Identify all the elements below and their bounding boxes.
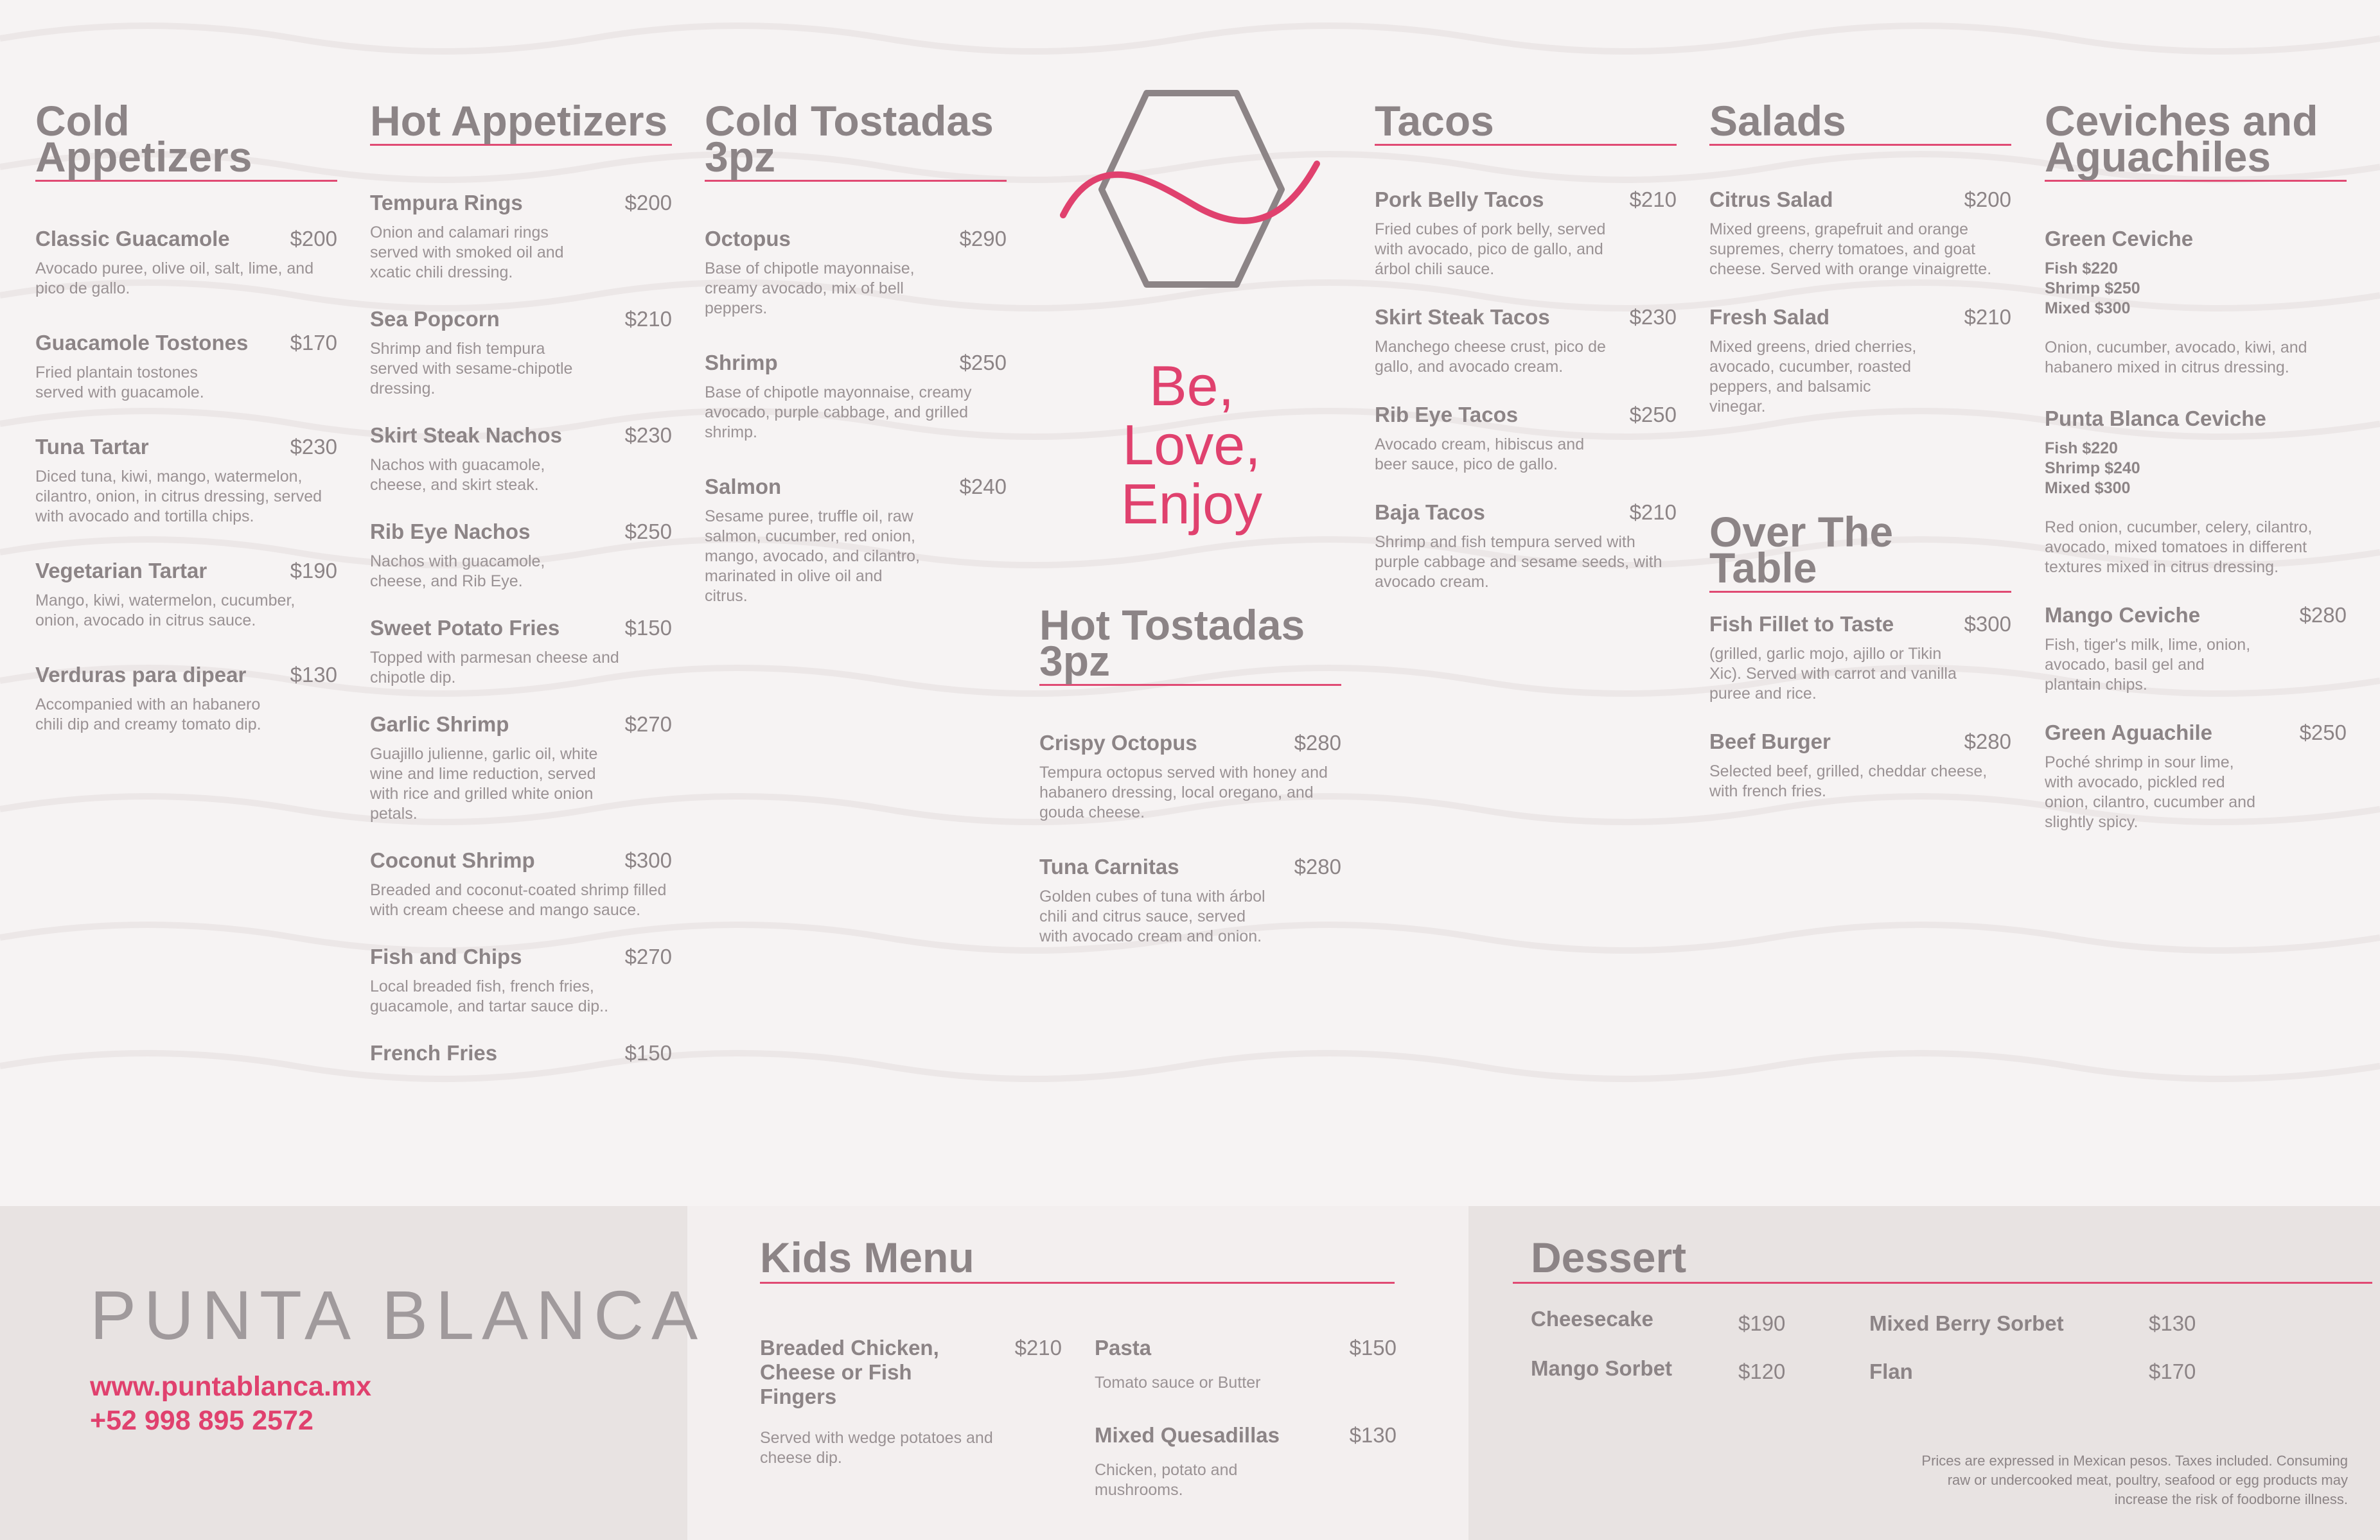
item-name: Sweet Potato Fries — [370, 616, 560, 640]
item-price: $280 — [1964, 730, 2011, 753]
item-price: $240 — [959, 475, 1007, 498]
item-name: Coconut Shrimp — [370, 848, 535, 872]
item-name: Flan — [1869, 1360, 1913, 1383]
dessert-title: Dessert — [1513, 1239, 2372, 1284]
item-description: Shrimp and fish tempura served with sesame-chipotle dressing. — [370, 340, 573, 398]
item-description: Breaded and coconut-coated shrimp filled with cream cheese and mango sauce. — [370, 881, 667, 919]
menu-item — [1709, 188, 2011, 279]
item-price: $230 — [290, 435, 337, 459]
item-name: Shrimp — [705, 351, 778, 374]
item-description: Chicken, potato and mushrooms. — [1095, 1461, 1238, 1499]
item-name: Fish and Chips — [370, 945, 522, 968]
item-name: Mango Sorbet — [1531, 1356, 1672, 1380]
item-description: Fried cubes of pork belly, served with avocado, pico de gallo, and árbol chili sauce. — [1375, 220, 1606, 278]
item-price: $170 — [2149, 1360, 2196, 1383]
item-description: Fish, tiger's milk, lime, onion, avocado, basil gel and plantain chips. — [2045, 636, 2251, 694]
item-price: $250 — [624, 520, 672, 543]
item-price: $130 — [1349, 1423, 1397, 1447]
hexagon-wave-logo-icon — [1060, 87, 1321, 292]
menu-item — [1039, 855, 1341, 947]
item-name: Mango Ceviche — [2045, 603, 2201, 627]
item-name: Guacamole Tostones — [35, 331, 249, 354]
menu-item — [370, 307, 672, 399]
item-price: $210 — [624, 307, 672, 331]
item-name: Fresh Salad — [1709, 305, 1830, 329]
website-link[interactable]: www.puntablanca.mx — [90, 1371, 372, 1402]
item-description: Served with wedge potatoes and cheese dip. — [760, 1429, 993, 1467]
menu-item — [1709, 305, 2011, 417]
price-option: Fish $220 — [2045, 439, 2118, 457]
item-price: $210 — [1629, 188, 1677, 211]
item-description: Fried plantain tostones served with guacamole. — [35, 363, 204, 401]
item-price: $190 — [1738, 1311, 1786, 1335]
item-price: $130 — [290, 663, 337, 687]
menu-item — [705, 227, 1007, 319]
item-name: Beef Burger — [1709, 730, 1831, 753]
item-description: Nachos with guacamole, cheese, and Rib Eye. — [370, 552, 545, 590]
cold-tostadas-section — [705, 97, 1007, 638]
item-price: $280 — [1294, 731, 1341, 755]
item-description: Topped with parmesan cheese and chipotle dip. — [370, 649, 619, 687]
tagline-line: Be, — [1149, 354, 1235, 417]
item-price: $190 — [290, 559, 337, 582]
menu-item — [705, 475, 1007, 606]
menu-item — [2045, 407, 2347, 577]
price-disclaimer: Prices are expressed in Mexican pesos. Taxes included. Consuming raw or undercooked meat, poultry, seafood or egg products may increase the risk of foodborne illness. — [1921, 1453, 2348, 1507]
menu-item — [1375, 305, 1677, 377]
item-price: $300 — [1964, 612, 2011, 636]
item-description: Manchego cheese crust, pico de gallo, and avocado cream. — [1375, 338, 1606, 376]
item-description: Guajillo julienne, garlic oil, white wine and lime reduction, served with rice and grilled white onion petals. — [370, 745, 598, 823]
item-name: Classic Guacamole — [35, 227, 230, 250]
item-description: Accompanied with an habanero chili dip and creamy tomato dip. — [35, 696, 261, 733]
item-price: $280 — [1294, 855, 1341, 879]
price-option: Shrimp $250 — [2045, 279, 2140, 297]
hot-tostadas-section — [1039, 601, 1341, 979]
menu-item — [2045, 603, 2347, 695]
price-option: Mixed $300 — [2045, 479, 2131, 497]
item-description: Tomato sauce or Butter — [1095, 1374, 1261, 1392]
item-name: Mixed Berry Sorbet — [1869, 1311, 2064, 1335]
salads-section — [1709, 97, 2011, 449]
item-name: Salmon — [705, 475, 782, 498]
item-description: Base of chipotle mayonnaise, creamy avocado, purple cabbage, and grilled shrimp. — [705, 383, 972, 441]
item-description: Diced tuna, kiwi, mango, watermelon, cilantro, onion, in citrus dressing, served with avocado and tortilla chips. — [35, 468, 322, 525]
item-name: Fish Fillet to Taste — [1709, 612, 1894, 636]
over-the-table-section — [1709, 508, 2011, 834]
menu-item — [1039, 731, 1341, 823]
item-price: $280 — [2299, 603, 2347, 627]
menu-item — [1095, 1336, 1397, 1393]
item-description: Onion, cucumber, avocado, kiwi, and habanero mixed in citrus dressing. — [2045, 338, 2307, 376]
menu-item — [1375, 403, 1677, 475]
item-description: Base of chipotle mayonnaise, creamy avocado, mix of bell peppers. — [705, 259, 915, 317]
section-title: Salads — [1709, 103, 2011, 146]
item-description: Avocado puree, olive oil, salt, lime, and pico de gallo. — [35, 259, 314, 297]
item-price: $230 — [624, 423, 672, 447]
item-price: $290 — [959, 227, 1007, 250]
item-price: $250 — [1629, 403, 1677, 426]
item-price: $200 — [290, 227, 337, 250]
dessert-price — [2149, 1311, 2196, 1336]
item-name: Skirt Steak Nachos — [370, 423, 562, 447]
brand-logo: PUNTA BLANCA — [90, 1276, 706, 1354]
menu-item — [705, 351, 1007, 442]
tagline-line: Love, — [1122, 413, 1261, 477]
item-name: Tempura Rings — [370, 191, 523, 214]
item-name: Baja Tacos — [1375, 500, 1485, 524]
section-title: Cold Appetizers — [35, 103, 337, 182]
item-description: Red onion, cucumber, celery, cilantro, avocado, mixed tomatoes in different textures mixed in citrus dressing. — [2045, 518, 2313, 576]
section-title: Ceviches and Aguachiles — [2045, 103, 2347, 182]
menu-item — [370, 191, 672, 283]
menu-item — [1375, 188, 1677, 279]
price-options — [2045, 259, 2347, 319]
menu-item — [35, 435, 337, 527]
item-name: French Fries — [370, 1041, 498, 1065]
menu-item — [35, 663, 337, 735]
dessert-item — [1531, 1356, 1672, 1381]
item-name: Sea Popcorn — [370, 307, 500, 331]
item-description: Local breaded fish, french fries, guacamole, and tartar sauce dip.. — [370, 977, 609, 1015]
item-name: Cheesecake — [1531, 1307, 1653, 1331]
item-description: Selected beef, grilled, cheddar cheese, with french fries. — [1709, 762, 1988, 800]
item-price: $120 — [1738, 1360, 1786, 1383]
item-description: (grilled, garlic mojo, ajillo or Tikin Xic). Served with carrot and vanilla puree and rice. — [1709, 645, 1957, 703]
menu-item — [35, 227, 337, 299]
item-name: Skirt Steak Tacos — [1375, 305, 1550, 329]
item-name: Pasta — [1095, 1336, 1152, 1360]
item-price: $200 — [1964, 188, 2011, 211]
item-name: Breaded Chicken, Cheese or Fish Fingers — [760, 1336, 939, 1408]
hot-appetizers-section — [370, 97, 672, 1098]
price-option: Shrimp $240 — [2045, 459, 2140, 477]
item-name: Rib Eye Nachos — [370, 520, 531, 543]
item-price: $250 — [959, 351, 1007, 374]
item-price: $210 — [1964, 305, 2011, 329]
menu-item — [2045, 227, 2347, 378]
kids-menu-title: Kids Menu — [760, 1239, 1395, 1284]
menu-item — [370, 848, 672, 920]
dessert-price — [1738, 1360, 1785, 1384]
item-name: Garlic Shrimp — [370, 712, 509, 736]
item-description: Poché shrimp in sour lime, with avocado, pickled red onion, cilantro, cucumber and slightly spicy. — [2045, 753, 2255, 831]
price-options — [2045, 439, 2347, 498]
section-title: Hot Appetizers — [370, 103, 672, 146]
item-price: $170 — [290, 331, 337, 354]
item-name: Tuna Carnitas — [1039, 855, 1179, 879]
item-price: $150 — [1349, 1336, 1397, 1360]
item-description: Avocado cream, hibiscus and beer sauce, pico de gallo. — [1375, 435, 1585, 473]
item-name: Rib Eye Tacos — [1375, 403, 1519, 426]
tagline-line: Enjoy — [1120, 472, 1263, 536]
item-name: Crispy Octopus — [1039, 731, 1197, 755]
menu-item — [370, 1041, 672, 1065]
menu-item — [370, 945, 672, 1017]
menu-item — [1095, 1423, 1397, 1500]
tacos-section — [1375, 97, 1677, 624]
item-description: Mixed greens, grapefruit and orange supremes, cherry tomatoes, and goat cheese. Served with orange vinaigrette. — [1709, 220, 1992, 278]
menu-item — [1709, 612, 2011, 704]
item-name: Green Aguachile — [2045, 721, 2213, 744]
item-name: Punta Blanca Ceviche — [2045, 407, 2266, 430]
item-description: Nachos with guacamole, cheese, and skirt steak. — [370, 456, 545, 494]
menu-item — [1375, 500, 1677, 592]
ceviches-section — [2045, 97, 2347, 864]
menu-item — [370, 423, 672, 495]
item-name: Mixed Quesadillas — [1095, 1423, 1280, 1447]
item-price: $210 — [1629, 500, 1677, 524]
item-name: Tuna Tartar — [35, 435, 149, 459]
section-title: Hot Tostadas 3pz — [1039, 607, 1341, 686]
menu-item — [1709, 730, 2011, 801]
item-name: Green Ceviche — [2045, 227, 2194, 250]
item-name: Octopus — [705, 227, 791, 250]
menu-item — [370, 520, 672, 591]
item-description: Onion and calamari rings served with smoked oil and xcatic chili dressing. — [370, 223, 564, 281]
tagline — [1041, 356, 1343, 534]
phone-number[interactable]: +52 998 895 2572 — [90, 1405, 313, 1436]
item-price: $210 — [1014, 1336, 1062, 1360]
item-description: Mixed greens, dried cherries, avocado, cucumber, roasted peppers, and balsamic vinegar. — [1709, 338, 1917, 416]
dessert-price — [2149, 1360, 2196, 1384]
menu-item — [760, 1336, 1062, 1468]
item-price: $270 — [624, 712, 672, 736]
item-price: $270 — [624, 945, 672, 968]
item-price: $150 — [624, 616, 672, 640]
menu-item — [35, 559, 337, 631]
dessert-item — [1531, 1307, 1653, 1331]
dessert-item — [1869, 1311, 2064, 1336]
item-price: $230 — [1629, 305, 1677, 329]
item-description: Sesame puree, truffle oil, raw salmon, cucumber, red onion, mango, avocado, and cilantro, marinated in olive oil and citrus. — [705, 507, 920, 605]
item-price: $200 — [624, 191, 672, 214]
price-option: Fish $220 — [2045, 259, 2118, 277]
section-title: Over The Table — [1709, 514, 2011, 593]
item-description: Mango, kiwi, watermelon, cucumber, onion, avocado in citrus sauce. — [35, 591, 295, 629]
item-name: Citrus Salad — [1709, 188, 1833, 211]
item-name: Pork Belly Tacos — [1375, 188, 1544, 211]
menu-item — [2045, 721, 2347, 832]
item-description: Shrimp and fish tempura served with purple cabbage and sesame seeds, with avocado cream. — [1375, 533, 1662, 591]
item-price: $300 — [624, 848, 672, 872]
item-description: Tempura octopus served with honey and habanero dressing, local oregano, and gouda cheese. — [1039, 764, 1328, 821]
menu-item — [370, 712, 672, 824]
item-name: Verduras para dipear — [35, 663, 247, 687]
item-description: Golden cubes of tuna with árbol chili and citrus sauce, served with avocado cream and onion. — [1039, 888, 1265, 945]
menu-item — [370, 616, 672, 688]
price-option: Mixed $300 — [2045, 299, 2131, 317]
cold-appetizers-section — [35, 97, 337, 767]
item-price: $250 — [2299, 721, 2347, 744]
menu-item — [35, 331, 337, 403]
section-title: Tacos — [1375, 103, 1677, 146]
dessert-price — [1738, 1311, 1785, 1336]
item-name: Vegetarian Tartar — [35, 559, 207, 582]
item-price: $150 — [624, 1041, 672, 1065]
section-title: Cold Tostadas 3pz — [705, 103, 1007, 182]
dessert-item — [1869, 1360, 1913, 1384]
item-price: $130 — [2149, 1311, 2196, 1335]
